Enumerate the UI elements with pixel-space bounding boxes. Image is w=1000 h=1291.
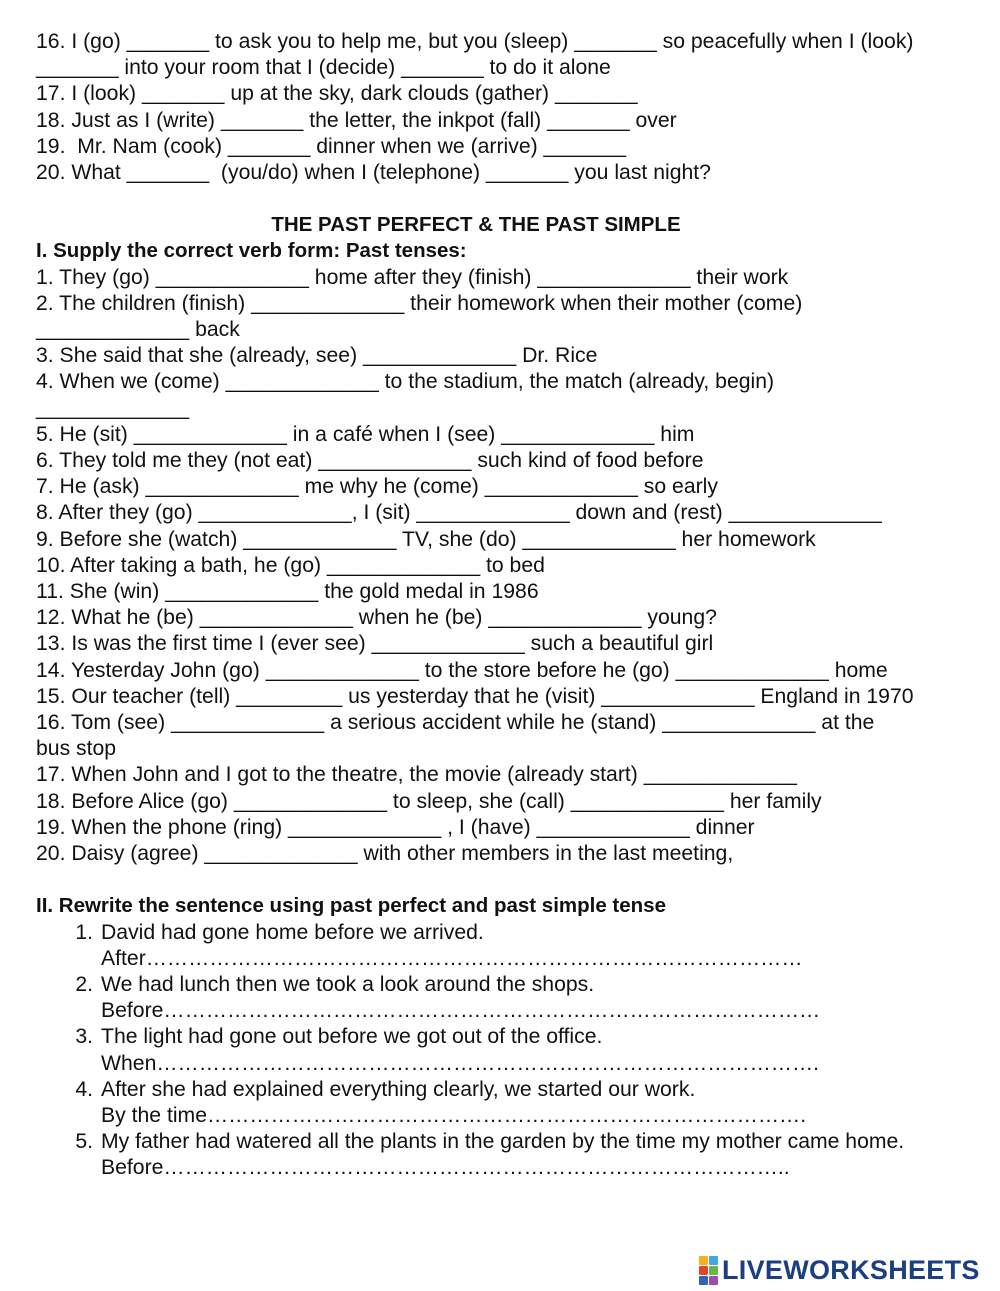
logo-square [699,1266,708,1275]
exercise-line: 4. When we (come) _____________ to the stadium, the match (already, begin) [36,370,775,394]
rewrite-item [36,972,996,1024]
exercise-line: 13. Is was the first time I (ever see) _____________ such a beautiful girl [36,632,714,656]
exercise-line: 3. She said that she (already, see) _____________ Dr. Rice [36,344,598,368]
exercise-line: 7. He (ask) _____________ me why he (come) _____________ so early [36,475,718,499]
section-2-heading: II. Rewrite the sentence using past perfect and past simple tense [36,894,666,918]
exercise-line: 10. After taking a bath, he (go) _____________ to bed [36,553,545,577]
logo-square [699,1256,708,1265]
rewrite-prompt: After………………………………………………………………………………… [101,946,803,970]
rewrite-sentence: The light had gone out before we got out of the office. [101,1025,603,1049]
worksheet-title: THE PAST PERFECT & THE PAST SIMPLE [271,213,681,237]
exercise-line: 20. What _______ (you/do) when I (telephone) _______ you last night? [36,161,711,185]
exercise-line: 20. Daisy (agree) _____________ with other members in the last meeting, [36,842,734,866]
exercise-line: 6. They told me they (not eat) _____________ such kind of food before [36,449,704,473]
exercise-line: 17. I (look) _______ up at the sky, dark clouds (gather) _______ [36,82,638,106]
exercise-line: 16. Tom (see) _____________ a serious accident while he (stand) _____________ at the [36,711,875,735]
exercise-line: 16. I (go) _______ to ask you to help me, but you (sleep) _______ so peacefully when I (look) [36,30,914,53]
logo-grid-icon [699,1256,718,1285]
exercise-line: 14. Yesterday John (go) _____________ to the store before he (go) _____________ home [36,658,888,682]
logo-square [699,1276,708,1285]
exercise-line: 8. After they (go) _____________, I (sit) _____________ down and (rest) _____________ [36,501,882,525]
rewrite-sentence: My father had watered all the plants in the garden by the time my mother came home. [101,1130,905,1154]
exercise-line: _____________ [36,396,190,420]
rewrite-prompt: When…………………………………………………………………………………. [101,1051,820,1075]
exercise-line: 18. Just as I (write) _______ the letter, the inkpot (fall) _______ over [36,108,677,132]
exercise-line: 18. Before Alice (go) _____________ to sleep, she (call) _____________ her family [36,789,822,813]
rewrite-prompt: By the time…………………………………………………………………………. [101,1103,807,1127]
rewrite-item [36,1024,996,1076]
rewrite-sentence: We had lunch then we took a look around the shops. [101,972,595,996]
exercise-line: 1. They (go) _____________ home after they (finish) _____________ their work [36,265,789,289]
exercise-line: _______ into your room that I (decide) _______ to do it alone [36,56,611,80]
exercise-line: 2. The children (finish) _____________ their homework when their mother (come) [36,291,803,315]
exercise-line: 15. Our teacher (tell) _________ us yesterday that he (visit) _____________ England in 1970 [36,684,914,708]
exercise-line: 12. What he (be) _____________ when he (be) _____________ young? [36,606,717,630]
worksheet-page [36,29,996,1182]
rewrite-item [36,1077,996,1129]
exercise-line: 5. He (sit) _____________ in a café when I (see) _____________ him [36,422,695,446]
section-1 [36,238,996,867]
liveworksheets-logo[interactable] [699,1256,980,1284]
top-exercise-section [36,29,996,186]
exercise-line: 19. When the phone (ring) _____________ , I (have) _____________ dinner [36,815,755,839]
logo-square [709,1256,718,1265]
logo-text: LIVEWORKSHEETS [722,1254,980,1285]
rewrite-item-number: 2. [75,972,93,996]
rewrite-item-number: 1. [75,920,93,944]
exercise-line: 9. Before she (watch) _____________ TV, she (do) _____________ her homework [36,527,816,551]
section-2 [36,893,996,1181]
section-1-heading: I. Supply the correct verb form: Past tenses: [36,239,467,263]
rewrite-prompt: Before………………………………………………………………………………… [101,999,821,1023]
exercise-line: 11. She (win) _____________ the gold medal in 1986 [36,580,539,604]
rewrite-item-number: 4. [75,1077,93,1101]
exercise-line: 19. Mr. Nam (cook) _______ dinner when we (arrive) _______ [36,134,627,158]
rewrite-item-number: 5. [75,1130,93,1154]
rewrite-item [36,920,996,972]
exercise-line: 17. When John and I got to the theatre, the movie (already start) _____________ [36,763,797,787]
rewrite-item [36,1129,996,1181]
exercise-line: bus stop [36,737,117,761]
exercise-line: _____________ back [36,318,240,342]
rewrite-sentence: After she had explained everything clearly, we started our work. [101,1077,696,1101]
logo-square [709,1266,718,1275]
rewrite-sentence: David had gone home before we arrived. [101,920,484,944]
rewrite-prompt: Before…………………………………………………………………………….. [101,1156,790,1180]
rewrite-item-number: 3. [75,1025,93,1049]
logo-square [709,1276,718,1285]
